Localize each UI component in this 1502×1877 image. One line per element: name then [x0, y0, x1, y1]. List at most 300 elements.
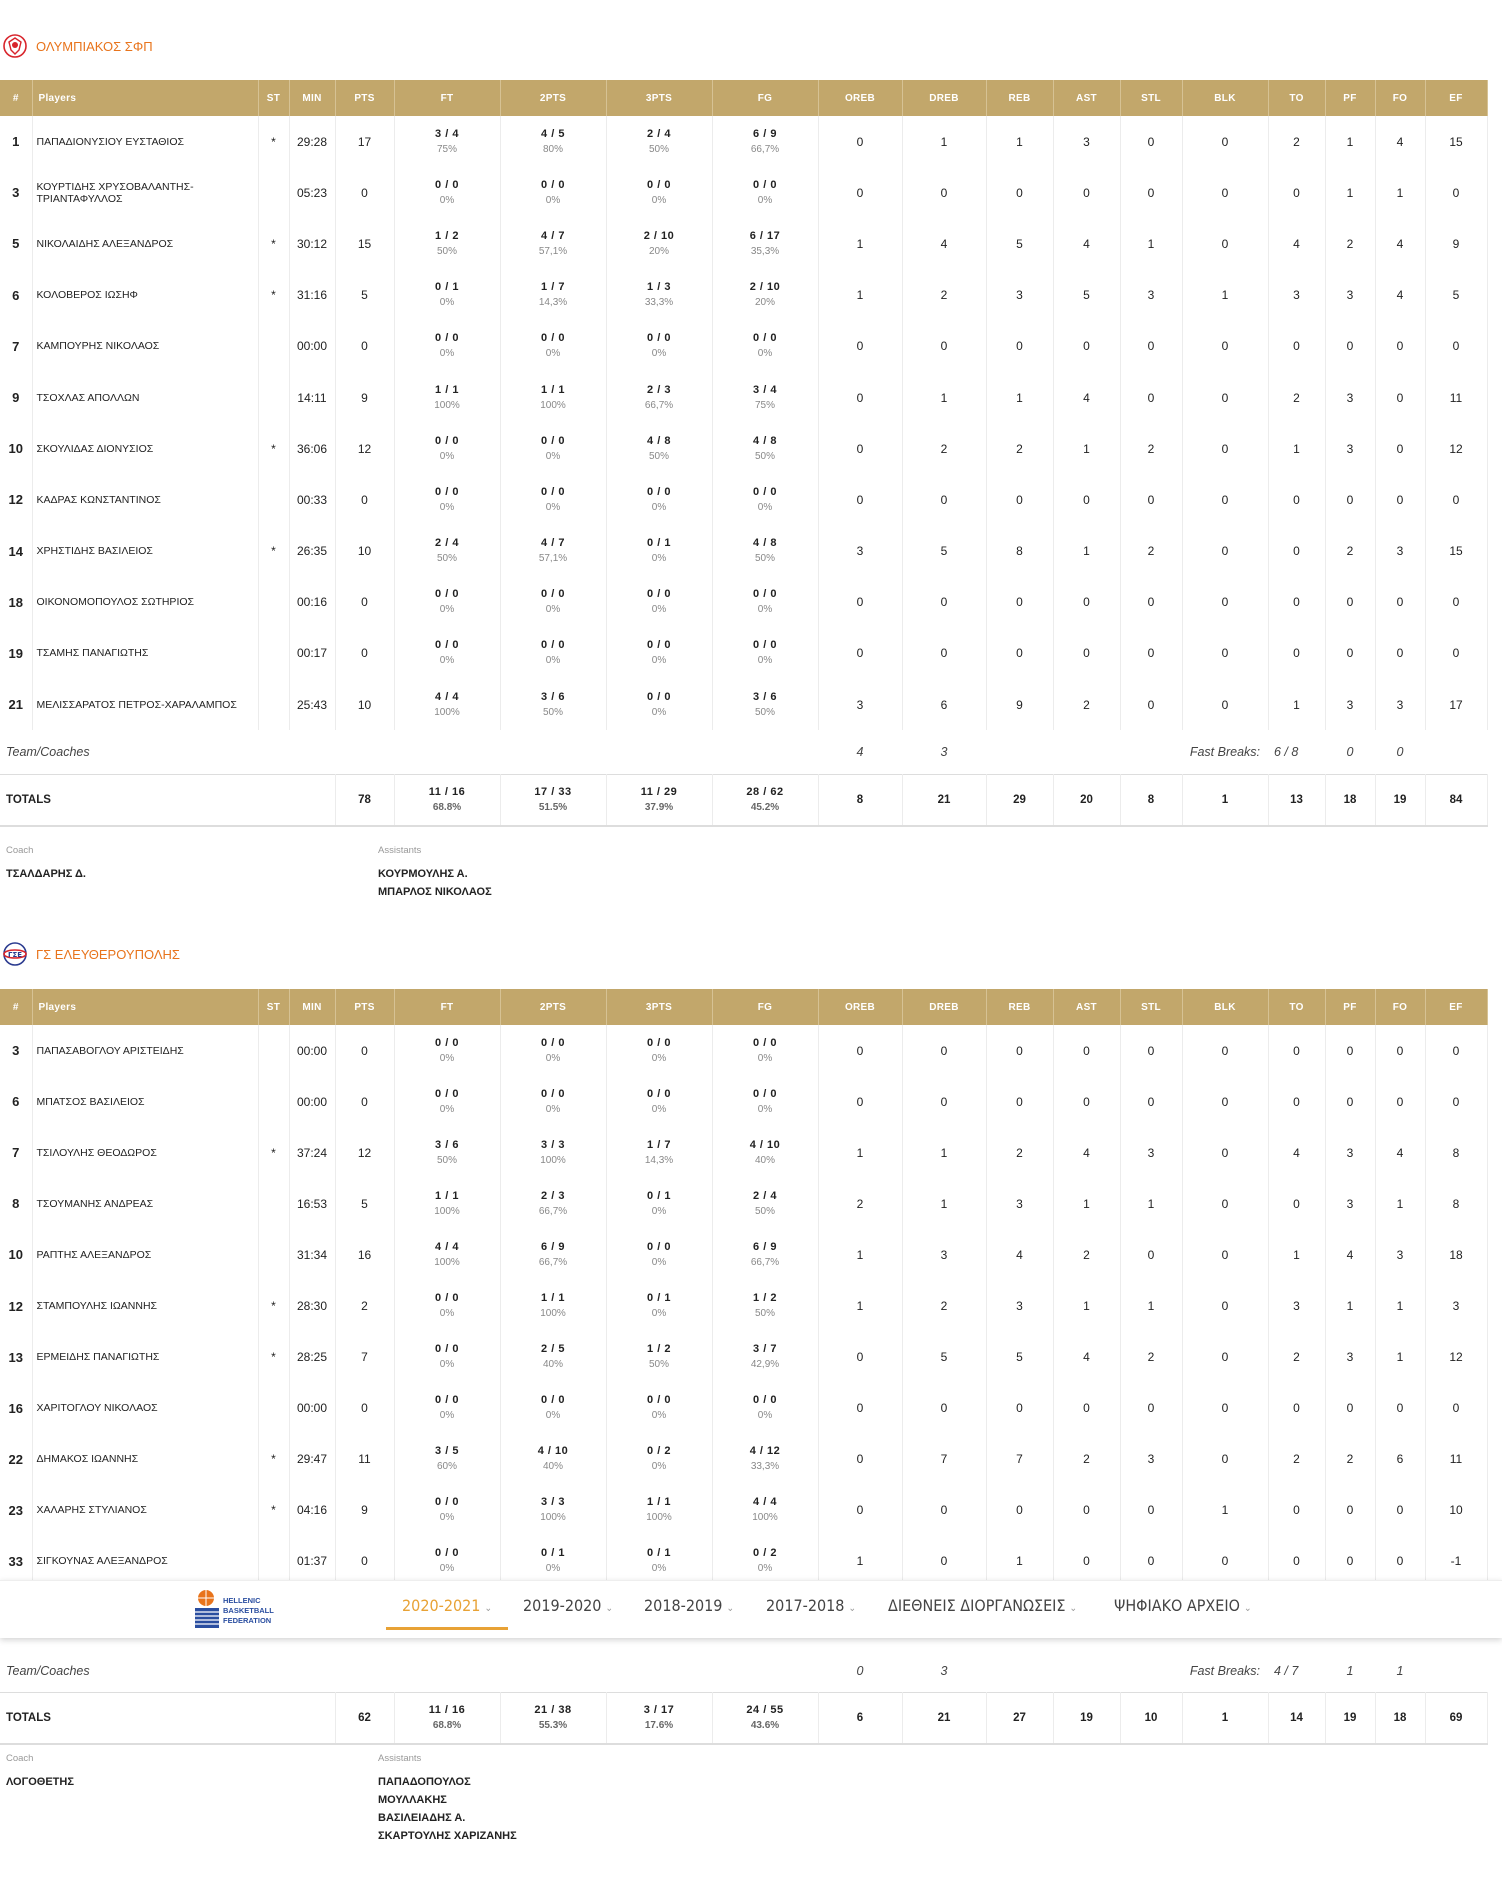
column-header[interactable]: DREB [902, 80, 986, 116]
stat-stl: 2 [1120, 526, 1182, 577]
stat-stl: 0 [1120, 321, 1182, 372]
shooting-cell [712, 321, 818, 372]
stat-stl: 0 [1120, 167, 1182, 218]
stat-fo: 1 [1375, 167, 1425, 218]
stat-blk: 0 [1182, 1025, 1268, 1076]
column-header[interactable]: # [0, 80, 32, 116]
total-to: 13 [1268, 774, 1325, 826]
percentage: 0% [757, 1103, 773, 1115]
stat-ef: 12 [1425, 1332, 1487, 1383]
percentage: 68.8% [432, 802, 462, 813]
stat-stl: 0 [1120, 474, 1182, 525]
stat-ast: 0 [1053, 628, 1120, 679]
stat-fo: 4 [1375, 1127, 1425, 1178]
nav-label: 2017-2018 [766, 1596, 845, 1615]
percentage: 100% [540, 1512, 566, 1524]
stat-fo: 0 [1375, 577, 1425, 628]
player-number: 5 [0, 218, 32, 269]
total-blk: 1 [1182, 1692, 1268, 1744]
made-attempted: 1 / 7 [541, 281, 565, 294]
minutes: 00:16 [289, 577, 335, 628]
made-attempted: 3 / 4 [753, 383, 777, 396]
column-header[interactable]: REB [986, 989, 1053, 1025]
made-attempted: 0 / 0 [541, 332, 565, 345]
made-attempted: 1 / 1 [435, 1189, 459, 1202]
column-header[interactable]: TO [1268, 80, 1325, 116]
table-row [0, 116, 1487, 167]
percentage: 100% [540, 1154, 566, 1166]
nav-season-3[interactable] [766, 1581, 856, 1638]
nav-season-5[interactable] [1114, 1581, 1252, 1638]
column-header[interactable]: BLK [1182, 80, 1268, 116]
stat-blk: 0 [1182, 526, 1268, 577]
column-header[interactable]: STL [1120, 989, 1182, 1025]
player-name[interactable]: ΤΣΟΥΜΑΝΗΣ ΑΝΔΡΕΑΣ [32, 1178, 258, 1229]
made-attempted: 1 / 3 [647, 281, 671, 294]
stat-stl: 1 [1120, 1178, 1182, 1229]
stat-fo: 0 [1375, 321, 1425, 372]
svg-text:ΓΣΕ: ΓΣΕ [7, 951, 23, 959]
player-number: 9 [0, 372, 32, 423]
column-header[interactable]: BLK [1182, 989, 1268, 1025]
player-name[interactable]: ΟΙΚΟΝΟΜΟΠΟΥΛΟΣ ΣΩΤΗΡΙΟΣ [32, 577, 258, 628]
column-header[interactable]: REB [986, 80, 1053, 116]
percentage: 0% [757, 501, 773, 513]
points: 9 [335, 372, 394, 423]
table-row [0, 1332, 1487, 1383]
shooting-cell [500, 1025, 606, 1076]
shooting-cell [606, 1178, 712, 1229]
stat-to: 1 [1268, 1229, 1325, 1280]
stat-to: 0 [1268, 1536, 1325, 1587]
player-name[interactable]: ΚΑΔΡΑΣ ΚΩΝΣΤΑΝΤΙΝΟΣ [32, 474, 258, 525]
player-name[interactable]: ΤΣΟΧΛΑΣ ΑΠΟΛΛΩΝ [32, 372, 258, 423]
made-attempted: 0 / 0 [753, 178, 777, 191]
column-header[interactable]: EF [1425, 989, 1487, 1025]
points: 12 [335, 1127, 394, 1178]
percentage: 0% [439, 501, 455, 513]
assistants-list [378, 1773, 517, 1845]
stat-to: 1 [1268, 423, 1325, 474]
shooting-cell [712, 1434, 818, 1485]
player-name[interactable]: ΠΑΠΑΔΙΟΝΥΣΙΟΥ ΕΥΣΤΑΘΙΟΣ [32, 116, 258, 167]
stat-stl: 3 [1120, 270, 1182, 321]
stat-stl: 0 [1120, 1383, 1182, 1434]
total-oreb: 6 [818, 1692, 902, 1744]
starter-mark: * [258, 423, 289, 474]
starter-mark [258, 1025, 289, 1076]
stat-blk: 0 [1182, 1229, 1268, 1280]
shooting-cell [606, 526, 712, 577]
team-name[interactable]: ΓΣ ΕΛΕΥΘΕΡΟΥΠΟΛΗΣ [36, 946, 180, 962]
stat-oreb: 0 [818, 1434, 902, 1485]
stat-dreb: 2 [902, 270, 986, 321]
player-name[interactable]: ΚΟΛΟΒΕΡΟΣ ΙΩΣΗΦ [32, 270, 258, 321]
table-row [0, 1485, 1487, 1536]
stat-ast: 1 [1053, 1280, 1120, 1331]
stat-ast: 0 [1053, 1485, 1120, 1536]
stat-blk: 0 [1182, 372, 1268, 423]
column-header[interactable]: 3PTS [606, 989, 712, 1025]
player-number: 23 [0, 1485, 32, 1536]
made-attempted: 3 / 6 [435, 1138, 459, 1151]
shooting-cell [394, 116, 500, 167]
team-header [0, 29, 153, 63]
made-attempted: 0 / 0 [647, 332, 671, 345]
totals-row [0, 774, 1487, 826]
player-name[interactable]: ΡΑΠΤΗΣ ΑΛΕΞΑΝΔΡΟΣ [32, 1229, 258, 1280]
table-row [0, 526, 1487, 577]
column-header[interactable]: Players [32, 989, 258, 1025]
made-attempted: 0 / 2 [753, 1547, 777, 1560]
table-row [0, 628, 1487, 679]
stat-stl: 0 [1120, 1025, 1182, 1076]
shooting-cell [500, 321, 606, 372]
total-dreb: 21 [902, 1692, 986, 1744]
percentage: 0% [757, 1563, 773, 1575]
made-attempted: 1 / 1 [647, 1496, 671, 1509]
shooting-cell [394, 1178, 500, 1229]
column-header[interactable]: Players [32, 80, 258, 116]
stat-to: 0 [1268, 474, 1325, 525]
shooting-cell [712, 218, 818, 269]
made-attempted: 24 / 55 [746, 1703, 784, 1716]
points: 5 [335, 270, 394, 321]
total-stl: 10 [1120, 1692, 1182, 1744]
team-coaches-label: Team/Coaches [6, 1663, 90, 1678]
player-name[interactable]: ΝΙΚΟΛΑΙΔΗΣ ΑΛΕΞΑΝΔΡΟΣ [32, 218, 258, 269]
player-name[interactable]: ΚΑΜΠΟΥΡΗΣ ΝΙΚΟΛΑΟΣ [32, 321, 258, 372]
stat-pf: 0 [1325, 1025, 1375, 1076]
column-header[interactable]: ST [258, 80, 289, 116]
player-name[interactable]: ΣΤΑΜΠΟΥΛΗΣ ΙΩΑΝΝΗΣ [32, 1280, 258, 1331]
percentage: 35,3% [750, 245, 780, 257]
made-attempted: 0 / 0 [753, 1087, 777, 1100]
column-header[interactable]: 2PTS [500, 989, 606, 1025]
points: 0 [335, 577, 394, 628]
stat-to: 0 [1268, 526, 1325, 577]
made-attempted: 0 / 0 [435, 332, 459, 345]
team-oreb: 4 [856, 745, 864, 759]
stat-pf: 3 [1325, 423, 1375, 474]
stat-blk: 0 [1182, 679, 1268, 730]
player-name[interactable]: ΜΠΑΤΣΟΣ ΒΑΣΙΛΕΙΟΣ [32, 1076, 258, 1127]
stat-pf: 0 [1325, 1536, 1375, 1587]
column-header[interactable]: FO [1375, 989, 1425, 1025]
shooting-cell [606, 270, 712, 321]
column-header[interactable]: PTS [335, 989, 394, 1025]
coach-label: Coach [6, 845, 34, 856]
stat-pf: 0 [1325, 1076, 1375, 1127]
nav-label: ΔΙΕΘΝΕΙΣ ΔΙΟΡΓΑΝΩΣΕΙΣ [888, 1596, 1066, 1615]
stat-blk: 0 [1182, 1076, 1268, 1127]
stat-blk: 0 [1182, 1332, 1268, 1383]
percentage: 66,7% [538, 1205, 568, 1217]
made-attempted: 2 / 10 [749, 281, 781, 294]
starter-mark [258, 372, 289, 423]
shooting-cell [500, 1383, 606, 1434]
stat-dreb: 3 [902, 1229, 986, 1280]
percentage: 0% [651, 1103, 667, 1115]
player-name[interactable]: ΧΡΗΣΤΙΔΗΣ ΒΑΣΙΛΕΙΟΣ [32, 526, 258, 577]
shooting-cell [394, 679, 500, 730]
column-header[interactable]: OREB [818, 80, 902, 116]
stat-reb: 1 [986, 1536, 1053, 1587]
column-header[interactable]: PF [1325, 989, 1375, 1025]
player-name[interactable]: ΤΣΙΛΟΥΛΗΣ ΘΕΟΔΩΡΟΣ [32, 1127, 258, 1178]
made-attempted: 4 / 4 [435, 1240, 459, 1253]
starter-mark [258, 1229, 289, 1280]
column-header[interactable]: 2PTS [500, 80, 606, 116]
team-dreb: 3 [940, 1663, 948, 1678]
shooting-cell [500, 372, 606, 423]
nav-season-1[interactable] [523, 1581, 613, 1638]
totals-row [0, 1692, 1487, 1744]
made-attempted: 0 / 0 [753, 485, 777, 498]
percentage: 42,9% [750, 1359, 780, 1371]
shooting-cell [500, 526, 606, 577]
table-row [0, 1178, 1487, 1229]
player-name[interactable]: ΤΣΑΜΗΣ ΠΑΝΑΓΙΩΤΗΣ [32, 628, 258, 679]
stat-stl: 3 [1120, 1127, 1182, 1178]
total-ef: 84 [1425, 774, 1487, 826]
made-attempted: 0 / 0 [753, 332, 777, 345]
column-header[interactable]: STL [1120, 80, 1182, 116]
made-attempted: 2 / 3 [541, 1189, 565, 1202]
stat-blk: 0 [1182, 1280, 1268, 1331]
stat-blk: 0 [1182, 1178, 1268, 1229]
stat-oreb: 0 [818, 372, 902, 423]
column-header[interactable]: PTS [335, 80, 394, 116]
shooting-cell [500, 679, 606, 730]
assistant-name: ΣΚΑΡΤΟΥΛΗΣ ΧΑΡΙΖΑΝΗΣ [378, 1830, 517, 1842]
made-attempted: 4 / 4 [435, 690, 459, 703]
shooting-cell [394, 321, 500, 372]
column-header[interactable]: FO [1375, 80, 1425, 116]
stat-ast: 0 [1053, 1025, 1120, 1076]
player-name[interactable]: ΠΑΠΑΣΑΒΟΓΛΟΥ ΑΡΙΣΤΕΙΔΗΣ [32, 1025, 258, 1076]
percentage: 37.9% [644, 802, 674, 813]
stat-ef: 18 [1425, 1229, 1487, 1280]
stat-pf: 2 [1325, 218, 1375, 269]
player-name[interactable]: ΕΡΜΕΙΔΗΣ ΠΑΝΑΓΙΩΤΗΣ [32, 1332, 258, 1383]
stat-pf: 2 [1325, 526, 1375, 577]
team-header [0, 937, 180, 971]
nav-season-4[interactable] [888, 1581, 1077, 1638]
stat-oreb: 1 [818, 1127, 902, 1178]
column-header[interactable]: FT [394, 80, 500, 116]
column-header[interactable]: TO [1268, 989, 1325, 1025]
percentage: 100% [434, 706, 460, 718]
shooting-cell [606, 321, 712, 372]
percentage: 20% [648, 245, 669, 257]
player-name[interactable]: ΔΗΜΑΚΟΣ ΙΩΑΝΝΗΣ [32, 1434, 258, 1485]
team-name[interactable]: ΟΛΥΜΠΙΑΚΟΣ ΣΦΠ [36, 38, 153, 54]
player-name[interactable]: ΣΚΟΥΛΙΔΑΣ ΔΙΟΝΥΣΙΟΣ [32, 423, 258, 474]
shooting-cell [500, 270, 606, 321]
assistants-block [378, 845, 492, 901]
minutes: 14:11 [289, 372, 335, 423]
shooting-cell [500, 774, 606, 826]
minutes: 05:23 [289, 167, 335, 218]
nav-season-0[interactable] [402, 1581, 492, 1638]
stat-pf: 0 [1325, 474, 1375, 525]
percentage: 0% [757, 194, 773, 206]
column-header[interactable]: ST [258, 989, 289, 1025]
made-attempted: 11 / 16 [428, 786, 466, 798]
stat-dreb: 5 [902, 526, 986, 577]
minutes: 00:17 [289, 628, 335, 679]
stat-reb: 3 [986, 1178, 1053, 1229]
column-header[interactable]: AST [1053, 989, 1120, 1025]
column-header[interactable]: FT [394, 989, 500, 1025]
percentage: 0% [545, 655, 561, 667]
shooting-cell [606, 423, 712, 474]
made-attempted: 1 / 2 [435, 229, 459, 242]
percentage: 0% [439, 1410, 455, 1422]
shooting-cell [500, 218, 606, 269]
stat-pf: 3 [1325, 270, 1375, 321]
starter-mark: * [258, 116, 289, 167]
column-header[interactable]: PF [1325, 80, 1375, 116]
made-attempted: 3 / 4 [435, 127, 459, 140]
team-oreb: 0 [856, 1663, 864, 1678]
column-header[interactable]: AST [1053, 80, 1120, 116]
stat-fo: 0 [1375, 1536, 1425, 1587]
stat-dreb: 2 [902, 1280, 986, 1331]
player-number: 8 [0, 1178, 32, 1229]
player-name[interactable]: ΚΟΥΡΤΙΔΗΣ ΧΡΥΣΟΒΑΛΑΝΤΗΣ-ΤΡΙΑΝΤΑΦΥΛΛΟΣ [32, 167, 258, 218]
shooting-cell [394, 1485, 500, 1536]
column-header[interactable]: DREB [902, 989, 986, 1025]
stat-oreb: 0 [818, 628, 902, 679]
stat-ast: 0 [1053, 1076, 1120, 1127]
column-header[interactable]: MIN [289, 989, 335, 1025]
total-ef: 69 [1425, 1692, 1487, 1744]
minutes: 31:16 [289, 270, 335, 321]
made-attempted: 0 / 0 [541, 485, 565, 498]
percentage: 0% [757, 348, 773, 360]
shooting-cell [394, 774, 500, 826]
player-name[interactable]: ΣΙΓΚΟΥΝΑΣ ΑΛΕΞΑΝΔΡΟΣ [32, 1536, 258, 1587]
percentage: 0% [651, 553, 667, 565]
made-attempted: 0 / 0 [647, 690, 671, 703]
percentage: 0% [757, 1052, 773, 1064]
stat-oreb: 3 [818, 526, 902, 577]
starter-mark [258, 679, 289, 730]
column-header[interactable]: FG [712, 989, 818, 1025]
percentage: 33,3% [750, 1461, 780, 1473]
stat-ast: 1 [1053, 526, 1120, 577]
coach-label: Coach [6, 1753, 34, 1764]
nav-season-2[interactable] [644, 1581, 734, 1638]
percentage: 0% [651, 1410, 667, 1422]
hbf-logo-icon[interactable] [193, 1588, 275, 1630]
made-attempted: 2 / 4 [753, 1189, 777, 1202]
stat-pf: 3 [1325, 1332, 1375, 1383]
shooting-cell [394, 1383, 500, 1434]
stat-ef: 0 [1425, 1383, 1487, 1434]
total-pf: 19 [1325, 1692, 1375, 1744]
stat-pf: 1 [1325, 1280, 1375, 1331]
stat-oreb: 0 [818, 1383, 902, 1434]
starter-mark: * [258, 218, 289, 269]
percentage: 80% [542, 143, 563, 155]
column-header[interactable]: OREB [818, 989, 902, 1025]
table-row [0, 372, 1487, 423]
stat-fo: 0 [1375, 1076, 1425, 1127]
made-attempted: 0 / 0 [435, 1394, 459, 1407]
team-dreb: 3 [940, 745, 948, 759]
stat-pf: 0 [1325, 1485, 1375, 1536]
stat-reb: 1 [986, 116, 1053, 167]
shooting-cell [394, 1229, 500, 1280]
minutes: 16:53 [289, 1178, 335, 1229]
stat-to: 3 [1268, 270, 1325, 321]
stat-ast: 0 [1053, 1383, 1120, 1434]
points: 0 [335, 1383, 394, 1434]
percentage: 0% [651, 1461, 667, 1473]
total-stl: 8 [1120, 774, 1182, 826]
player-number: 21 [0, 679, 32, 730]
made-attempted: 2 / 10 [643, 229, 675, 242]
stat-reb: 0 [986, 577, 1053, 628]
assistants-list [378, 865, 492, 901]
total-reb: 27 [986, 1692, 1053, 1744]
percentage: 0% [651, 655, 667, 667]
stat-stl: 3 [1120, 1434, 1182, 1485]
stat-dreb: 1 [902, 1178, 986, 1229]
season-navbar [0, 1580, 1502, 1638]
player-name[interactable]: ΧΑΛΑΡΗΣ ΣΤΥΛΙΑΝΟΣ [32, 1485, 258, 1536]
made-attempted: 2 / 4 [647, 127, 671, 140]
shooting-cell [606, 1332, 712, 1383]
assistant-name: ΒΑΣΙΛΕΙΑΔΗΣ Α. [378, 1812, 466, 1824]
points: 16 [335, 1229, 394, 1280]
stat-ast: 5 [1053, 270, 1120, 321]
player-number: 12 [0, 1280, 32, 1331]
shooting-cell [500, 116, 606, 167]
column-header[interactable]: 3PTS [606, 80, 712, 116]
column-header[interactable]: MIN [289, 80, 335, 116]
stat-dreb: 1 [902, 1127, 986, 1178]
points: 0 [335, 1025, 394, 1076]
stat-to: 0 [1268, 167, 1325, 218]
player-number: 13 [0, 1332, 32, 1383]
table-row [0, 1229, 1487, 1280]
stat-dreb: 0 [902, 1536, 986, 1587]
stat-blk: 0 [1182, 577, 1268, 628]
player-name[interactable]: ΧΑΡΙΤΟΓΛΟΥ ΝΙΚΟΛΑΟΣ [32, 1383, 258, 1434]
chevron-down-icon: ⌄ [1069, 1603, 1078, 1614]
column-header[interactable]: # [0, 989, 32, 1025]
stat-to: 0 [1268, 1025, 1325, 1076]
team-pf: 0 [1396, 745, 1404, 759]
made-attempted: 0 / 0 [541, 1087, 565, 1100]
percentage: 66,7% [644, 399, 674, 411]
stat-dreb: 0 [902, 321, 986, 372]
made-attempted: 0 / 0 [647, 1036, 671, 1049]
team-coaches-row [0, 730, 1487, 774]
stat-dreb: 5 [902, 1332, 986, 1383]
made-attempted: 4 / 8 [753, 537, 777, 550]
column-header[interactable]: EF [1425, 80, 1487, 116]
player-name[interactable]: ΜΕΛΙΣΣΑΡΑΤΟΣ ΠΕΤΡΟΣ-ΧΑΡΑΛΑΜΠΟΣ [32, 679, 258, 730]
stat-dreb: 0 [902, 1485, 986, 1536]
stat-reb: 0 [986, 1025, 1053, 1076]
percentage: 0% [439, 194, 455, 206]
column-header[interactable]: FG [712, 80, 818, 116]
